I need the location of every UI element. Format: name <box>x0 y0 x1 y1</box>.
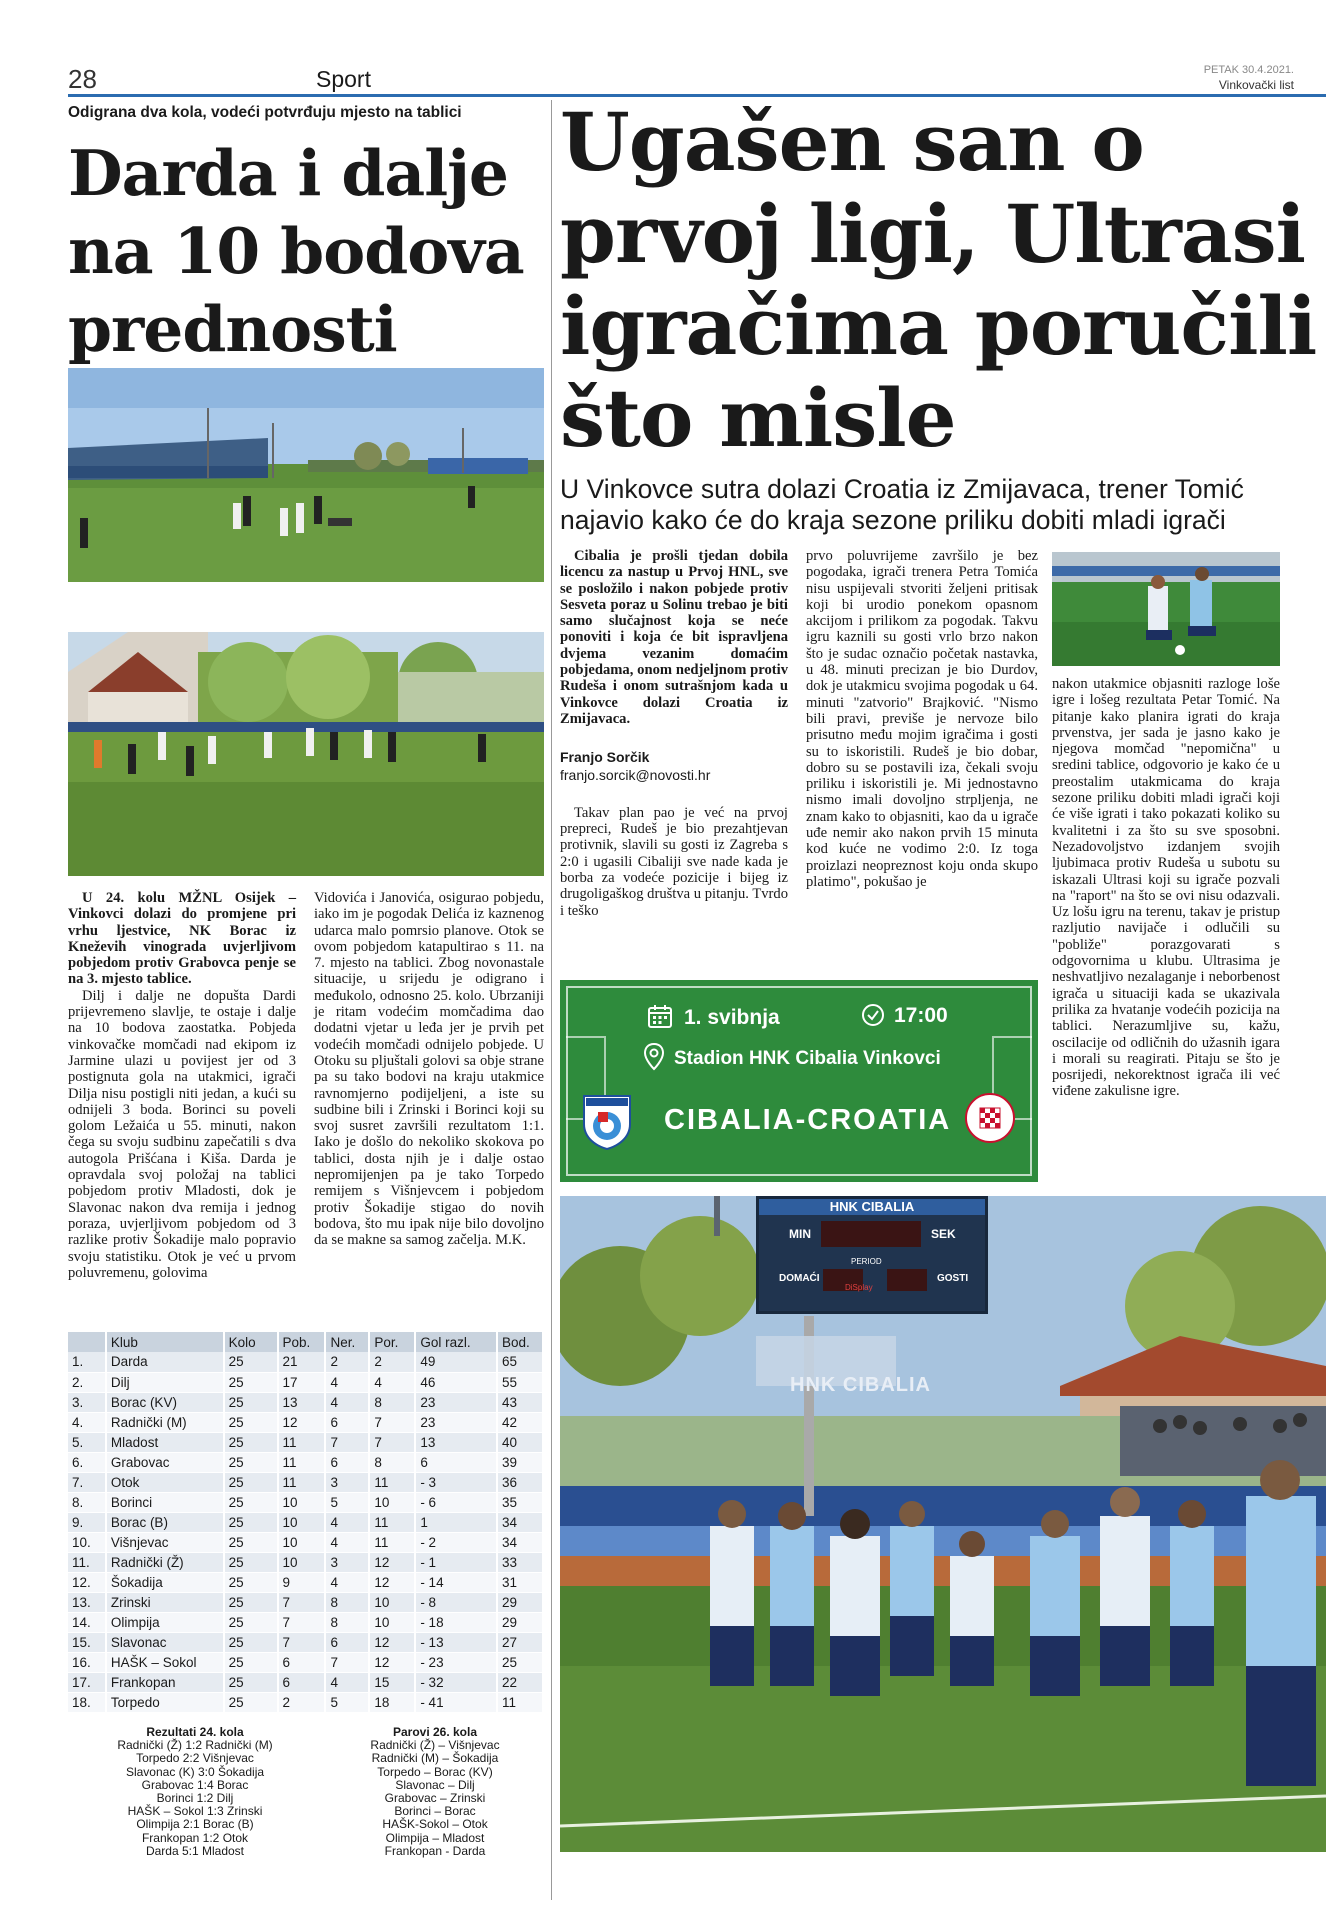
cell-goal-diff: 49 <box>415 1352 497 1372</box>
cell-club: Frankopan <box>106 1672 224 1692</box>
cell-rank: 11. <box>68 1552 106 1572</box>
col-rank <box>68 1332 106 1352</box>
cell-points: 27 <box>497 1632 543 1652</box>
right-subheadline: U Vinkovce sutra dolazi Croatia iz Zmijavaca, trener Tomić najavio kako će do kraja sezone priliku dobiti mladi igrači <box>560 474 1244 535</box>
col-played: Kolo <box>224 1332 278 1352</box>
cell-losses: 8 <box>369 1392 415 1412</box>
cell-club: Slavonac <box>106 1632 224 1652</box>
cell-points: 39 <box>497 1452 543 1472</box>
cell-club: Olimpija <box>106 1612 224 1632</box>
table-row <box>68 1652 543 1672</box>
location-pin-icon <box>642 1042 666 1072</box>
cibalia-players-photo <box>560 1196 1326 1852</box>
pair-line: Olimpija – Mladost <box>385 1830 485 1845</box>
right-article-lead: Cibalia je prošli tjedan dobila licencu za nastup u Prvoj HNL, sve se posložilo i nakon pobjede protiv Sesveta poraz u Solinu trebao je biti samo slučajnost koja se neće ponoviti i koja će bit ispravljena dvjema vezanim domaćim pobjedama, onom nedjeljnom protiv Rudeša i onom sutrašnjom kada u Vinkovce dolazi Croatia iz Zmijavaca. <box>560 548 788 727</box>
cell-rank: 9. <box>68 1512 106 1532</box>
table-row <box>68 1692 543 1712</box>
cell-wins: 10 <box>278 1552 326 1572</box>
cell-rank: 16. <box>68 1652 106 1672</box>
cell-played: 25 <box>224 1492 278 1512</box>
cell-draws: 6 <box>325 1452 369 1472</box>
col-goal-diff: Gol razl. <box>415 1332 497 1352</box>
column-divider <box>551 100 552 1900</box>
table-row <box>68 1472 543 1492</box>
cell-rank: 18. <box>68 1692 106 1712</box>
cell-club: Šokadija <box>106 1572 224 1592</box>
right-article-body3: nakon utakmice objasniti razloge loše igre i lošeg rezultata Petar Tomić. Na pitanje kako planira igrati do kraja prvenstva, jer sada je jasno kako je njegova momčad "nepomična" u sredini tablice, odgovorio je kako će u preostalim utakmicama do kraja sezone priliku dobiti mladi igrači koji će više igrati i tako pokazati koliko su kvalitetni i za što su sve sposobni. Nezadovoljstvo izdanjem svojih ljubimaca protiv Rudeša u subotu su iskazali Ultrasi koji su igrače pozvali na "raport" na što se ovi nisu odazvali. Uz lošu igru na terenu, takav je pristup razljutio navijače i odlučili su "pobliže" porazgovarati s odgovornima u klubu. Ultrasima je neshvatljivo nezalaganje i neborbenost igrača u situaciji kada se ukazivala prilika za hvatanje vodećih pozicija na tablici. Nerazumljive su, kažu, oscilacije od odličnih do užasnih igara i morali su reagirati. Pitaju se što je posrijedi, nekorektnost igrača ili već viđene zakulisne igre. <box>1052 676 1280 1100</box>
cell-goal-diff: 23 <box>415 1392 497 1412</box>
clock-icon <box>860 1002 886 1028</box>
page-header <box>68 62 1294 96</box>
result-line: Olimpija 2:1 Borac (B) <box>136 1817 254 1832</box>
cell-points: 22 <box>497 1672 543 1692</box>
cell-goal-diff: 6 <box>415 1452 497 1472</box>
cell-goal-diff: 46 <box>415 1372 497 1392</box>
cell-played: 25 <box>224 1472 278 1492</box>
cell-goal-diff: 23 <box>415 1412 497 1432</box>
cell-points: 29 <box>497 1592 543 1612</box>
cell-rank: 10. <box>68 1532 106 1552</box>
cell-points: 33 <box>497 1552 543 1572</box>
section-title: Sport <box>316 66 371 92</box>
cell-wins: 6 <box>278 1652 326 1672</box>
left-article-body2: Vidovića i Janovića, osigurao pobjedu, iako im je pogodak Delića iz kaznenog udarca malo pomrsio planove. Otok se ovom pobjedom katapultirao s 11. na 7. mjesto na tablici. Zbog novonastale situacije, u srijedu je odigrano i međukolo, odnosno 25. kolo. Ubrzaniji je ritam vodećim momčadima dao dodatni vjetar u leđa jer je prvih pet vodećih momčadi odnijelo pobjede. U Otoku su pljuštali golovi sa obje strane pa su tako bodovi na kraju utakmice ravnomjerno podijeljeni, a iste su sudbine bili i Zrinski i Borinci koji su svoj susret završili rezultatom 1:1. Iako je došlo do nekoliko skokova po tablici, dosta njih je i dalje ostao nepromijenjen pa je tako Torpedo remijem s Višnjevcem i pobjedom protiv Šokadije stigao do novih bodova, što mu ipak nije bilo dovoljno da se makne sa samog začelja. M.K. <box>314 890 544 1249</box>
cell-points: 55 <box>497 1372 543 1392</box>
cell-rank: 7. <box>68 1472 106 1492</box>
cell-rank: 5. <box>68 1432 106 1452</box>
cell-wins: 21 <box>278 1352 326 1372</box>
scoreboard-away-label: GOSTI <box>937 1273 969 1284</box>
cell-played: 25 <box>224 1632 278 1652</box>
col-club: Klub <box>106 1332 224 1352</box>
cell-club: Mladost <box>106 1432 224 1452</box>
cell-losses: 7 <box>369 1412 415 1432</box>
cell-goal-diff: - 8 <box>415 1592 497 1612</box>
cell-draws: 4 <box>325 1672 369 1692</box>
cell-wins: 11 <box>278 1432 326 1452</box>
col-draws: Ner. <box>325 1332 369 1352</box>
cell-losses: 10 <box>369 1592 415 1612</box>
league-standings-table <box>68 1332 544 1713</box>
cell-losses: 15 <box>369 1672 415 1692</box>
cell-points: 29 <box>497 1612 543 1632</box>
scoreboard-period-label: PERIOD <box>851 1257 882 1266</box>
left-article-col1 <box>68 890 296 1281</box>
cell-points: 65 <box>497 1352 543 1372</box>
left-article-body1: Dilj i dalje ne dopušta Dardi prijevremeno slavlje, te ostaje i dalje na 10 bodova zaostatka. Pobjeda vinkovačke momčadi nad ekipom iz Jarmine ulazi u povijest jer od 3 postignuta gola na utakmici, igrači Dilja nisu postigli niti jedan, a kući su odnijeli 3 boda. Borinci su poveli golom Ležaića u 55. minuti, nakon čega su svoju sudbinu zapečatili s dva autogola Prišćana i Kiša. Darda je opravdala svoj položaj na tablici pobjedom protiv Mladosti, dok je Slavonac nakon dva remija i jednog poraza, uvjerljivom pobjedom od 3 razlike protiv Šokadije malo popravio svoju statistiku. Otok je već u prvom poluvremenu, golovima <box>68 987 296 1281</box>
cell-club: Borac (KV) <box>106 1392 224 1412</box>
cell-goal-diff: - 6 <box>415 1492 497 1512</box>
cell-draws: 3 <box>325 1552 369 1572</box>
cell-rank: 8. <box>68 1492 106 1512</box>
cell-club: Višnjevac <box>106 1532 224 1552</box>
cell-rank: 12. <box>68 1572 106 1592</box>
cell-wins: 11 <box>278 1452 326 1472</box>
cell-club: Grabovac <box>106 1452 224 1472</box>
right-article-col1 <box>560 548 788 919</box>
cell-draws: 7 <box>325 1652 369 1672</box>
pair-line: Slavonac – Dilj <box>395 1777 475 1792</box>
cell-losses: 8 <box>369 1452 415 1472</box>
cell-played: 25 <box>224 1512 278 1532</box>
table-row <box>68 1532 543 1552</box>
cell-goal-diff: 1 <box>415 1512 497 1532</box>
cell-goal-diff: - 3 <box>415 1472 497 1492</box>
cell-points: 43 <box>497 1392 543 1412</box>
issue-date: PETAK 30.4.2021. <box>1203 64 1294 76</box>
cell-losses: 18 <box>369 1692 415 1712</box>
right-article-body2: prvo poluvrijeme završilo je bez pogodaka, igrači trenera Petra Tomića nisu uspijevali stvoriti željeni pritisak koji bi urodio ponekom opasnom akcijom i prilikom za pogodak. Takvu igru kaznili su gosti vrlo brzo nakon što je sudac označio početak nastavka, u 48. minuti precizan je bio Durdov, dok je utakmicu svojima pogodak u 64. minuti "zatvorio" Brajković. "Nismo bili pravi, previše je nervoze bilo prisutno među mojim igračima i gosti su to iskoristili. Rudeš je bio dobar, dobro su se postavili iza, čekali svoju priliku i iskoristili je. Mi jednostavno nismo imali dovoljno strpljenja, ne znam kako to objasniti, kao da u igrače uđe nemir ako nakon prvih 15 minuta kod kuće ne vodimo 2:0. Iz toga proizlazi neopreznost koju onda skupo platimo", pokušao je <box>806 548 1038 890</box>
cell-losses: 10 <box>369 1612 415 1632</box>
cell-rank: 1. <box>68 1352 106 1372</box>
pairs-title: Parovi 26. kola <box>392 1725 478 1739</box>
cell-draws: 5 <box>325 1492 369 1512</box>
table-row <box>68 1512 543 1532</box>
cell-rank: 17. <box>68 1672 106 1692</box>
cell-played: 25 <box>224 1432 278 1452</box>
cell-losses: 11 <box>369 1532 415 1552</box>
cell-wins: 7 <box>278 1612 326 1632</box>
cell-played: 25 <box>224 1532 278 1552</box>
cell-draws: 4 <box>325 1372 369 1392</box>
cell-goal-diff: - 32 <box>415 1672 497 1692</box>
match-photo-2 <box>68 632 544 876</box>
stadium-banner-text: HNK CIBALIA <box>790 1374 931 1396</box>
cell-wins: 7 <box>278 1632 326 1652</box>
result-line: Borinci 1:2 Dilj <box>156 1791 234 1806</box>
scoreboard-brand: DiSplay <box>845 1283 873 1292</box>
cell-losses: 4 <box>369 1372 415 1392</box>
match-venue: Stadion HNK Cibalia Vinkovci <box>674 1048 941 1069</box>
cell-wins: 6 <box>278 1672 326 1692</box>
cell-goal-diff: - 13 <box>415 1632 497 1652</box>
pair-line: HAŠK-Sokol – Otok <box>382 1817 488 1832</box>
cell-played: 25 <box>224 1412 278 1432</box>
cell-played: 25 <box>224 1672 278 1692</box>
cell-points: 31 <box>497 1572 543 1592</box>
table-row <box>68 1352 543 1372</box>
cell-losses: 7 <box>369 1432 415 1452</box>
cell-draws: 5 <box>325 1692 369 1712</box>
cell-goal-diff: - 41 <box>415 1692 497 1712</box>
cibalia-crest-icon <box>582 1094 632 1150</box>
cell-rank: 14. <box>68 1612 106 1632</box>
cell-wins: 17 <box>278 1372 326 1392</box>
byline <box>560 749 788 783</box>
match-title: CIBALIA-CROATIA <box>664 1104 952 1136</box>
cell-goal-diff: - 14 <box>415 1572 497 1592</box>
match-time: 17:00 <box>894 1004 948 1027</box>
cell-club: Borinci <box>106 1492 224 1512</box>
result-line: Frankopan 1:2 Otok <box>141 1830 249 1845</box>
cell-draws: 4 <box>325 1392 369 1412</box>
cell-losses: 2 <box>369 1352 415 1372</box>
cell-club: Torpedo <box>106 1692 224 1712</box>
left-article-lead: U 24. kolu MŽNL Osijek – Vinkovci dolazi do promjene pri vrhu ljestvice, NK Borac iz Kneževih vinograda uvjerljivom pobjedom protiv Grabovca penje se na 3. mjesto tablice. <box>68 890 296 988</box>
cell-club: Darda <box>106 1352 224 1372</box>
cell-points: 25 <box>497 1652 543 1672</box>
cell-goal-diff: - 1 <box>415 1552 497 1572</box>
cell-club: Zrinski <box>106 1592 224 1612</box>
cell-draws: 2 <box>325 1352 369 1372</box>
cell-rank: 3. <box>68 1392 106 1412</box>
cell-club: HAŠK – Sokol <box>106 1652 224 1672</box>
result-line: Darda 5:1 Mladost <box>145 1843 245 1858</box>
cell-club: Otok <box>106 1472 224 1492</box>
cell-club: Borac (B) <box>106 1512 224 1532</box>
cell-played: 25 <box>224 1592 278 1612</box>
match-photo-3 <box>1052 552 1280 666</box>
cell-played: 25 <box>224 1572 278 1592</box>
cell-played: 25 <box>224 1452 278 1472</box>
scoreboard <box>756 1196 988 1314</box>
match-photo-1 <box>68 368 544 582</box>
cell-club: Dilj <box>106 1372 224 1392</box>
table-row <box>68 1372 543 1392</box>
calendar-icon <box>646 1002 674 1030</box>
cell-draws: 8 <box>325 1612 369 1632</box>
table-row <box>68 1572 543 1592</box>
page-number: 28 <box>68 64 97 94</box>
cell-draws: 7 <box>325 1432 369 1452</box>
cell-played: 25 <box>224 1392 278 1412</box>
result-line: Torpedo 2:2 Višnjevac <box>136 1751 254 1766</box>
table-row <box>68 1612 543 1632</box>
cell-draws: 8 <box>325 1592 369 1612</box>
result-line: Grabovac 1:4 Borac <box>141 1777 249 1792</box>
cell-rank: 15. <box>68 1632 106 1652</box>
cell-goal-diff: - 18 <box>415 1612 497 1632</box>
table-row <box>68 1592 543 1612</box>
cell-points: 11 <box>497 1692 543 1712</box>
cell-points: 42 <box>497 1412 543 1432</box>
cell-points: 36 <box>497 1472 543 1492</box>
cell-club: Radnički (Ž) <box>106 1552 224 1572</box>
scoreboard-away-display <box>887 1269 927 1291</box>
table-row <box>68 1452 543 1472</box>
cell-losses: 12 <box>369 1572 415 1592</box>
cell-played: 25 <box>224 1372 278 1392</box>
pair-line: Torpedo – Borac (KV) <box>377 1764 493 1779</box>
cell-losses: 12 <box>369 1632 415 1652</box>
cell-draws: 4 <box>325 1512 369 1532</box>
cell-wins: 10 <box>278 1512 326 1532</box>
left-headline: Darda i dalje na 10 bodova prednosti <box>68 136 524 366</box>
cell-played: 25 <box>224 1552 278 1572</box>
table-row <box>68 1412 543 1432</box>
cell-draws: 3 <box>325 1472 369 1492</box>
cell-played: 25 <box>224 1652 278 1672</box>
cell-rank: 4. <box>68 1412 106 1432</box>
results-title: Rezultati 24. kola <box>146 1725 244 1739</box>
table-row <box>68 1432 543 1452</box>
col-wins: Pob. <box>278 1332 326 1352</box>
croatia-zmijavci-crest-icon <box>964 1092 1016 1144</box>
cell-wins: 10 <box>278 1532 326 1552</box>
cell-losses: 12 <box>369 1552 415 1572</box>
left-article-col2 <box>314 890 544 1249</box>
scoreboard-title: HNK CIBALIA <box>759 1199 985 1215</box>
cell-losses: 11 <box>369 1472 415 1492</box>
right-article-body1: Takav plan pao je već na prvoj prepreci, Rudeš je bio prezahtjevan protivnik, slavili su gosti iz Zagreba s 2:0 i ugasili Cibaliji sve nade kada je borba za vodeće pozicije i bijeg iz drugoligaškog društva u pitanju. Tvrdo i teško <box>560 804 788 919</box>
result-line: HAŠK – Sokol 1:3 Zrinski <box>127 1804 263 1819</box>
right-article-col2 <box>806 548 1038 890</box>
cell-rank: 2. <box>68 1372 106 1392</box>
scoreboard-min-label: MIN <box>789 1227 811 1241</box>
cell-points: 40 <box>497 1432 543 1452</box>
cell-wins: 10 <box>278 1492 326 1512</box>
scoreboard-home-label: DOMAĆI <box>779 1273 820 1284</box>
newspaper-name: Vinkovački list <box>1218 78 1294 92</box>
match-date: 1. svibnja <box>684 1006 780 1029</box>
cell-goal-diff: - 23 <box>415 1652 497 1672</box>
pair-line: Frankopan - Darda <box>384 1843 486 1858</box>
cell-draws: 4 <box>325 1572 369 1592</box>
pair-line: Borinci – Borac <box>394 1804 476 1819</box>
table-row <box>68 1492 543 1512</box>
cell-played: 25 <box>224 1692 278 1712</box>
col-losses: Por. <box>369 1332 415 1352</box>
pairs-box <box>320 1726 550 1858</box>
result-line: Radnički (Ž) 1:2 Radnički (M) <box>117 1738 273 1753</box>
cell-draws: 6 <box>325 1412 369 1432</box>
result-line: Slavonac (K) 3:0 Šokadija <box>125 1764 265 1779</box>
pair-line: Radnički (Ž) – Višnjevac <box>370 1738 500 1753</box>
cell-rank: 6. <box>68 1452 106 1472</box>
pair-line: Radnički (M) – Šokadija <box>371 1751 499 1766</box>
cell-losses: 10 <box>369 1492 415 1512</box>
cell-points: 35 <box>497 1492 543 1512</box>
cell-wins: 9 <box>278 1572 326 1592</box>
left-kicker: Odigrana dva kola, vodeći potvrđuju mjesto na tablici <box>68 104 462 121</box>
cell-rank: 13. <box>68 1592 106 1612</box>
table-header-row <box>68 1332 543 1352</box>
author-email[interactable]: franjo.sorcik@novosti.hr <box>560 766 711 783</box>
author-name: Franjo Sorčik <box>560 749 650 766</box>
cell-losses: 12 <box>369 1652 415 1672</box>
cell-points: 34 <box>497 1512 543 1532</box>
cell-goal-diff: 13 <box>415 1432 497 1452</box>
cell-wins: 2 <box>278 1692 326 1712</box>
scoreboard-time-display <box>821 1221 921 1247</box>
cell-played: 25 <box>224 1352 278 1372</box>
pitch-lines <box>566 986 1032 1176</box>
match-promo-banner <box>560 980 1038 1182</box>
cell-wins: 11 <box>278 1472 326 1492</box>
cell-wins: 7 <box>278 1592 326 1612</box>
pair-line: Grabovac – Zrinski <box>384 1791 486 1806</box>
results-box <box>80 1726 310 1858</box>
col-points: Bod. <box>497 1332 543 1352</box>
cell-goal-diff: - 2 <box>415 1532 497 1552</box>
cell-draws: 6 <box>325 1632 369 1652</box>
cell-draws: 4 <box>325 1532 369 1552</box>
cell-losses: 11 <box>369 1512 415 1532</box>
cell-played: 25 <box>224 1612 278 1632</box>
table-row <box>68 1632 543 1652</box>
table-row <box>68 1392 543 1412</box>
table-row <box>68 1552 543 1572</box>
cell-club: Radnički (M) <box>106 1412 224 1432</box>
table-row <box>68 1672 543 1692</box>
scoreboard-sek-label: SEK <box>931 1227 956 1241</box>
cell-wins: 12 <box>278 1412 326 1432</box>
right-headline: Ugašen san o prvoj ligi, Ultrasi igračima poručili što misle <box>560 95 1317 465</box>
cell-wins: 13 <box>278 1392 326 1412</box>
right-article-col3 <box>1052 676 1280 1100</box>
cell-points: 34 <box>497 1532 543 1552</box>
